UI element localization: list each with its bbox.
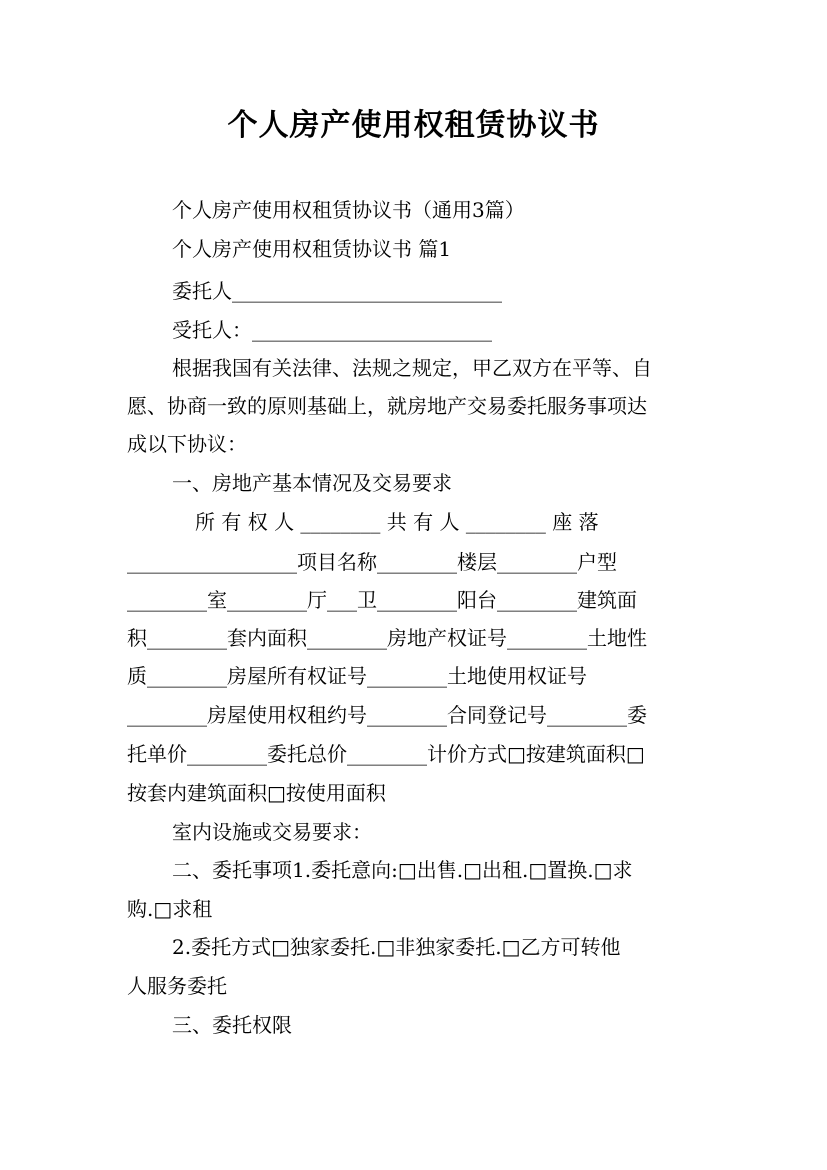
doc-clause-heading: 一、房地产基本情况及交易要求	[172, 471, 452, 495]
doc-line-principal: 委托人___________________________	[172, 279, 502, 303]
doc-section-heading: 个人房产使用权租赁协议书 篇1	[172, 237, 452, 261]
doc-form-line: 按套内建筑面积□按使用面积	[127, 781, 386, 805]
doc-paragraph-line: 2.委托方式□独家委托.□非独家委托.□乙方可转他	[172, 935, 621, 959]
doc-paragraph-line: 购.□求租	[127, 897, 213, 921]
doc-form-line: ________房屋使用权租约号________合同登记号________委	[127, 703, 647, 727]
doc-form-line: 所 有 权 人 ________ 共 有 人 ________ 座 落	[195, 510, 599, 534]
doc-subtitle: 个人房产使用权租赁协议书（通用3篇）	[172, 198, 525, 222]
doc-clause-heading: 二、委托事项1.委托意向:□出售.□出租.□置换.□求	[172, 858, 633, 882]
doc-form-line: 室内设施或交易要求：	[172, 820, 372, 844]
doc-clause-heading: 三、委托权限	[172, 1013, 292, 1037]
doc-paragraph-line: 人服务委托	[127, 974, 227, 998]
doc-line-agent: 受托人：________________________	[172, 318, 492, 342]
document-title: 个人房产使用权租赁协议书	[227, 108, 600, 143]
doc-paragraph-line: 愿、协商一致的原则基础上，就房地产交易委托服务事项达	[127, 394, 647, 418]
doc-form-line: _________________项目名称________楼层________户型	[127, 550, 617, 574]
doc-form-line: 积________套内面积________房地产权证号________土地性	[127, 626, 647, 650]
doc-paragraph-line: 根据我国有关法律、法规之规定，甲乙双方在平等、自	[172, 356, 652, 380]
doc-form-line: 质________房屋所有权证号________土地使用权证号	[127, 664, 587, 688]
doc-paragraph-line: 成以下协议：	[127, 432, 247, 456]
doc-form-line: 托单价________委托总价________计价方式□按建筑面积□	[127, 742, 645, 766]
doc-form-line: ________室________厅___卫________阳台________建筑面	[127, 588, 637, 612]
